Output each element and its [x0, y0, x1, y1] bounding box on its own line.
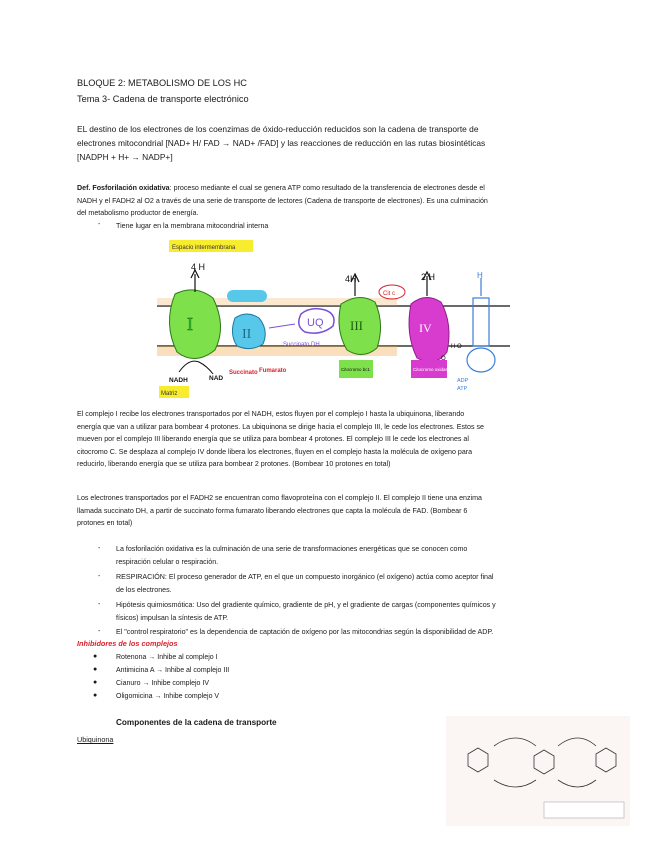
inhibitor-item: Cianuro → Inhibe complejo IV	[116, 680, 209, 687]
para-line: protones en total)	[77, 519, 133, 527]
dash-line: físicos) impulsan la síntesis de ATP.	[116, 613, 229, 622]
bullet-dot: ●	[93, 692, 98, 699]
h2o-label: H O	[451, 344, 462, 350]
dash-marker: -	[98, 601, 101, 608]
complex-2-label: II	[242, 327, 252, 342]
dash-item	[116, 626, 596, 639]
complex-1-label: I	[187, 314, 193, 334]
fumarato-label: Fumarato	[259, 368, 287, 374]
dash-item	[116, 571, 586, 596]
definition-sub-item: Tiene lugar en la membrana mitocondrial interna	[116, 222, 269, 230]
para-line: citocromo C. Se desplaza al complejo IV donde libera los electrones, fluyen en el complejo hasta la molécula de oxígeno para	[77, 447, 473, 456]
intro-paragraph	[77, 122, 557, 164]
components-title: Componentes de la cadena de transporte	[116, 718, 277, 727]
succinato-dh-label: Succinato DH	[283, 342, 320, 348]
paragraph-complex-1	[77, 408, 597, 471]
paragraph-fadh2	[77, 492, 597, 530]
para-line: llamada succinato DH, a partir de succinato forma fumarato liberando electrones que capta la molécula de FAD. (Bombear 6	[77, 506, 468, 515]
definition-line: del metabolismo productor de energía.	[77, 209, 199, 217]
o2-label: O	[441, 356, 446, 362]
definition-paragraph	[77, 182, 597, 220]
dash-marker: -	[98, 221, 101, 228]
para-line: El complejo I recibe los electrones transportados por el NADH, estos fluyen por el complejo I hasta la ubiquinona, liberando	[77, 410, 465, 418]
h-plus-1: 4 H	[191, 262, 206, 272]
para-line: energía que van a utilizar para bombear 4 protones. La ubiquinona se dirige hacia el complejo III, le cede los electrones. Estos se	[77, 422, 484, 431]
complex-4-label: IV	[419, 321, 432, 335]
bullet-dot: ●	[93, 679, 98, 686]
ubiquinone-label: UQ	[307, 317, 324, 329]
bullet-dot: ●	[93, 653, 98, 660]
ubiquinona-heading: Ubiquinona	[77, 735, 114, 744]
intermembrane-label: Espacio intermembrana	[172, 245, 236, 251]
inhibitor-item: Rotenona → Inhibe al complejo I	[116, 654, 218, 661]
dash-line: respiración celular o respiración.	[116, 557, 219, 566]
adp-label: ADP	[457, 378, 469, 384]
nadh-label: NADH	[169, 377, 188, 384]
dash-marker: -	[98, 545, 101, 552]
dash-line: de los electrones.	[116, 585, 172, 594]
definition-line: NADH y el FADH2 al O2 a través de una serie de transporte de lectores (Cadena de transporte de electrones). Es una culminación	[77, 196, 488, 205]
nad-label: NAD	[209, 375, 224, 382]
dash-item	[116, 543, 586, 568]
inhibitor-item: Antimicina A → Inhibe al complejo III	[116, 667, 230, 674]
topic-title: Tema 3- Cadena de transporte electrónico	[77, 94, 249, 104]
para-line: mueven por el complejo III liberando energía que se utiliza para bombear 4 protones. El complejo III le cede los electrones al	[77, 435, 469, 443]
inhibitor-item: Oligomicina → Inhibe complejo V	[116, 693, 220, 700]
ubiquinone-structure-figure	[446, 716, 630, 826]
atp-synthase-head	[467, 348, 495, 372]
dash-item	[116, 599, 586, 624]
cytc-label: Cit c	[383, 291, 395, 297]
inhibitors-title: Inhibidores de los complejos	[77, 639, 178, 648]
pill-shape	[227, 290, 267, 302]
definition-term: Def. Fosforilación oxidativa	[77, 184, 170, 192]
block-title: BLOQUE 2: METABOLISMO DE LOS HC	[77, 78, 247, 88]
complex-3-label: III	[350, 318, 363, 333]
h-plus-3: 2 H	[421, 272, 436, 282]
dash-marker: -	[98, 628, 101, 635]
atp-synthase-channel	[473, 298, 489, 346]
h-plus-2: 4H	[345, 274, 357, 284]
intro-line: [NADPH + H+ → NADP+]	[77, 152, 173, 162]
dash-marker: -	[98, 573, 101, 580]
h-plus-4: H	[477, 271, 483, 280]
matrix-label: Matriz	[161, 391, 178, 397]
bullet-dot: ●	[93, 666, 98, 673]
complex-1-shape	[169, 290, 220, 359]
dash-line: RESPIRACIÓN: El proceso generador de ATP, en el que un compuesto inorgánico (el oxígeno) actúa como aceptor final	[116, 573, 494, 581]
dash-line: El "control respiratorio" es la dependencia de captación de oxígeno por las mitocondrias según la disponibilidad de ADP.	[116, 628, 494, 636]
electron-transport-diagram	[155, 234, 515, 402]
para-line: Los electrones transportados por el FADH2 se encuentran como flavoproteína con el complejo II. El complejo II tiene una enzima	[77, 494, 482, 502]
intro-line: electrones mitocondrial [NAD+ H/ FAD → NAD+ /FAD] y las reacciones de reducción en las rutas biosintéticas	[77, 138, 486, 148]
arrow-to-uq	[269, 324, 295, 328]
para-line: reducirlo, liberando energía que se utiliza para bombear 2 protones. (Bombear 10 protones en total)	[77, 460, 391, 468]
succinato-label: Succinato	[229, 370, 258, 376]
equation-box	[544, 802, 624, 818]
complex-4-box-label: Citocromo oxidasa	[413, 367, 451, 372]
dash-line: La fosforilación oxidativa es la culminación de una serie de transformaciones energéticas que se conocen como	[116, 545, 468, 553]
dash-line: Hipótesis quimiosmótica: Uso del gradiente químico, gradiente de pH, y el gradiente de cargas (componentes químicos y	[116, 601, 496, 609]
atp-label: ATP	[457, 386, 468, 392]
intro-line: EL destino de los electrones de los coenzimas de óxido-reducción reducidos son la cadena de transporte de	[77, 124, 479, 134]
complex-3-box-label: Citocromo bc1	[341, 367, 371, 372]
definition-line: : proceso mediante el cual se genera ATP como resultado de la transferencia de electrones desde el	[169, 184, 485, 192]
nadh-arrow	[179, 361, 213, 374]
